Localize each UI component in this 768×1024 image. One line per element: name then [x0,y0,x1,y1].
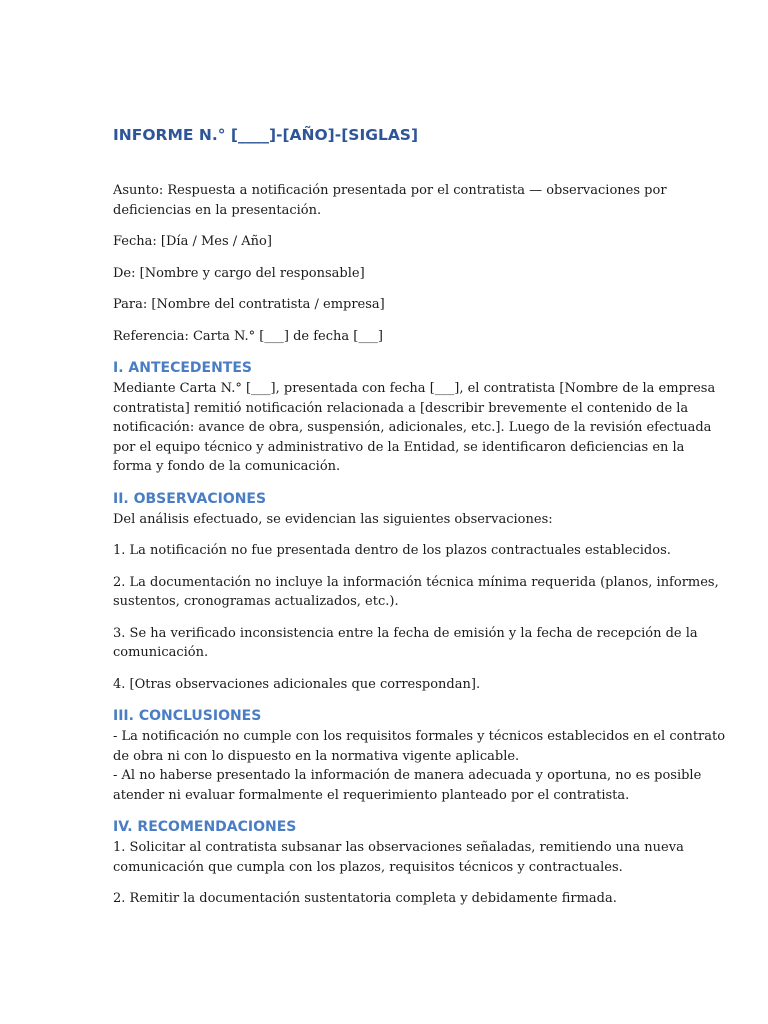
paragraph-line: notificación: avance de obra, suspensión, adicionales, etc.]. Luego de la revisión efectuada [113,420,712,435]
document-page [113,0,726,1024]
section-heading-observaciones: II. OBSERVACIONES [113,490,267,507]
paragraph-line: - La notificación no cumple con los requisitos formales y técnicos establecidos en el contrato [113,729,726,744]
paragraph-line: por el equipo técnico y administrativo de la Entidad, se identificaron deficiencias en la [113,439,685,455]
paragraph-line: atender ni evaluar formalmente el requerimiento planteado por el contratista. [113,787,630,803]
from-field: De: [Nombre y cargo del responsable] [113,265,365,281]
paragraph-line: contratista] remitió notificación relacionada a [describir brevemente el contenido de la [113,400,689,416]
paragraph-line: 2. La documentación no incluye la información técnica mínima requerida (planos, informes, [113,574,719,590]
observaciones-intro: Del análisis efectuado, se evidencian las siguientes observaciones: [113,511,553,527]
subject-line: Asunto: Respuesta a notificación presentada por el contratista — observaciones por [113,183,667,198]
paragraph-line: 1. Solicitar al contratista subsanar las observaciones señaladas, remitiendo una nueva [113,840,684,855]
paragraph-line: Mediante Carta N.° [___], presentada con fecha [___], el contratista [Nombre de la empresa [113,381,716,396]
section-heading-conclusiones: III. CONCLUSIONES [113,708,262,724]
paragraph-line: 3. Se ha verificado inconsistencia entre la fecha de emisión y la fecha de recepción de la [113,625,698,641]
subject-paragraph [113,181,667,220]
paragraph-line: sustentos, cronogramas actualizados, etc.). [113,594,399,609]
paragraph-line: - Al no haberse presentado la información de manera adecuada y oportuna, no es posible [113,768,702,783]
section-heading-antecedentes: I. ANTECEDENTES [113,360,253,376]
recomendacion-item-2: 2. Remitir la documentación sustentatoria completa y debidamente firmada. [113,891,617,906]
observacion-item-4: 4. [Otras observaciones adicionales que correspondan]. [113,676,481,692]
section-heading-recomendaciones: IV. RECOMENDACIONES [113,819,297,835]
antecedentes-paragraph [113,379,716,477]
reference-field: Referencia: Carta N.° [___] de fecha [___] [113,328,383,344]
conclusiones-paragraph [113,727,726,805]
paragraph-line: comunicación que cumpla con los plazos, requisitos técnicos y contractuales. [113,859,623,875]
subject-line: deficiencias en la presentación. [113,202,322,218]
recomendacion-item-1 [113,838,684,877]
paragraph-line: de obra ni con lo dispuesto en la normativa vigente aplicable. [113,748,520,764]
document-body [113,181,726,909]
date-field: Fecha: [Día / Mes / Año] [113,234,272,249]
document-title: INFORME N.° [____]-[AÑO]-[SIGLAS] [113,126,419,144]
paragraph-line: forma y fondo de la comunicación. [113,459,341,474]
observacion-item-3 [113,624,698,663]
to-field: Para: [Nombre del contratista / empresa] [113,297,385,312]
paragraph-line: comunicación. [113,645,209,660]
observacion-item-1: 1. La notificación no fue presentada dentro de los plazos contractuales establecidos. [113,543,671,558]
observacion-item-2 [113,573,719,612]
